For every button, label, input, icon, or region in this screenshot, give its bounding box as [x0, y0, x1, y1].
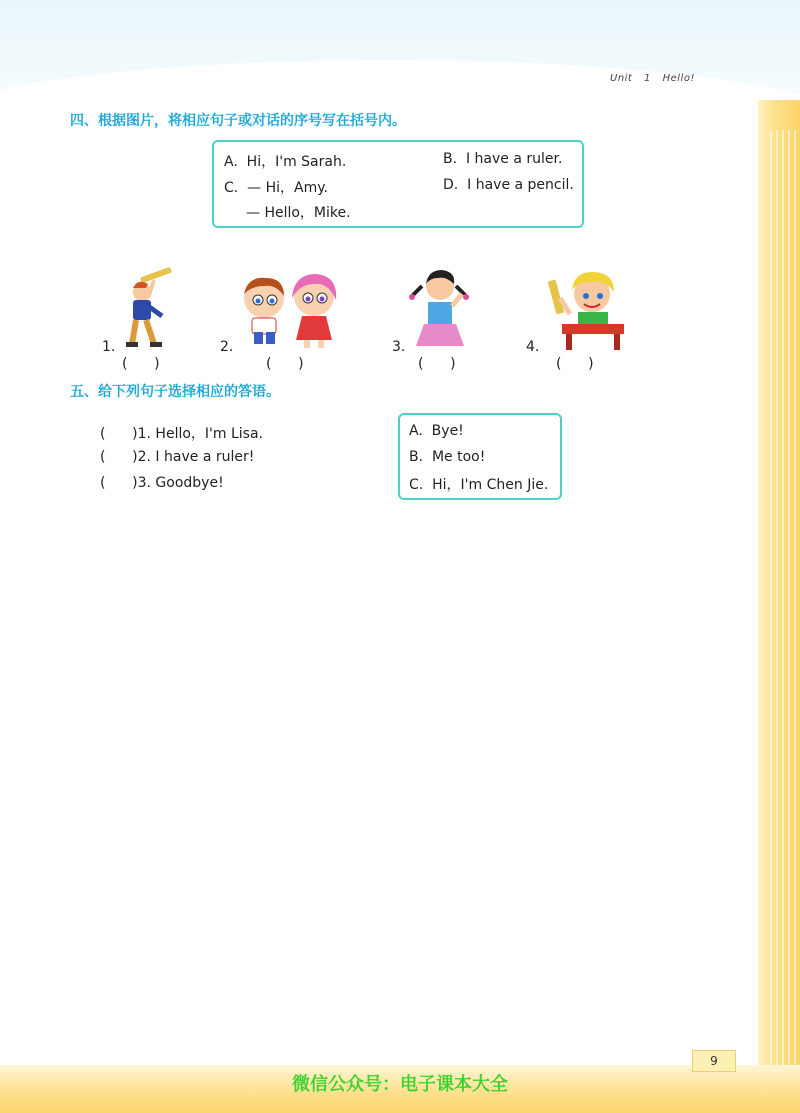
picture-1-number: 1. [102, 339, 116, 355]
girl-waving-illustration [408, 266, 474, 354]
option-c-line2: — Hello，Mike. [246, 205, 351, 221]
section4-title: 四、根据图片，将相应句子或对话的序号写在括号内。 [70, 113, 406, 129]
option-c-line1: C. — Hi，Amy. [224, 180, 328, 196]
picture-2-number: 2. [220, 339, 234, 355]
boy-and-girl-greeting-illustration [236, 272, 346, 352]
picture-4-answer-blank[interactable]: ( ) [556, 356, 594, 372]
question-2[interactable]: ( )2. I have a ruler! [100, 449, 255, 465]
picture-1-answer-blank[interactable]: ( ) [122, 356, 160, 372]
picture-3-answer-blank[interactable]: ( ) [418, 356, 456, 372]
option-d: D. I have a pencil. [443, 177, 574, 193]
unit-label: Unit [610, 73, 633, 84]
watermark-text: 微信公众号：电子课本大全 [292, 1074, 508, 1095]
page-edge-lines [770, 130, 796, 1090]
picture-4-number: 4. [526, 339, 540, 355]
question-3[interactable]: ( )3. Goodbye! [100, 475, 224, 491]
section5-answers-box [398, 413, 562, 500]
question-1[interactable]: ( )1. Hello，I'm Lisa. [100, 426, 263, 442]
answer-c: C. Hi，I'm Chen Jie. [409, 477, 549, 493]
section4-options-box [212, 140, 584, 228]
answer-b: B. Me too! [409, 449, 486, 465]
boy-holding-pencil-illustration [118, 266, 178, 354]
boy-with-ruler-at-desk-illustration [544, 268, 626, 352]
unit-title: Hello! [662, 73, 695, 84]
page-number: 9 [692, 1050, 736, 1072]
picture-2-answer-blank[interactable]: ( ) [266, 356, 304, 372]
option-a: A. Hi，I'm Sarah. [224, 154, 347, 170]
picture-3-number: 3. [392, 339, 406, 355]
section5-title: 五、给下列句子选择相应的答语。 [70, 384, 280, 400]
answer-a: A. Bye! [409, 423, 464, 439]
unit-header [610, 73, 703, 84]
unit-number: 1 [644, 73, 651, 84]
option-b: B. I have a ruler. [443, 151, 563, 167]
